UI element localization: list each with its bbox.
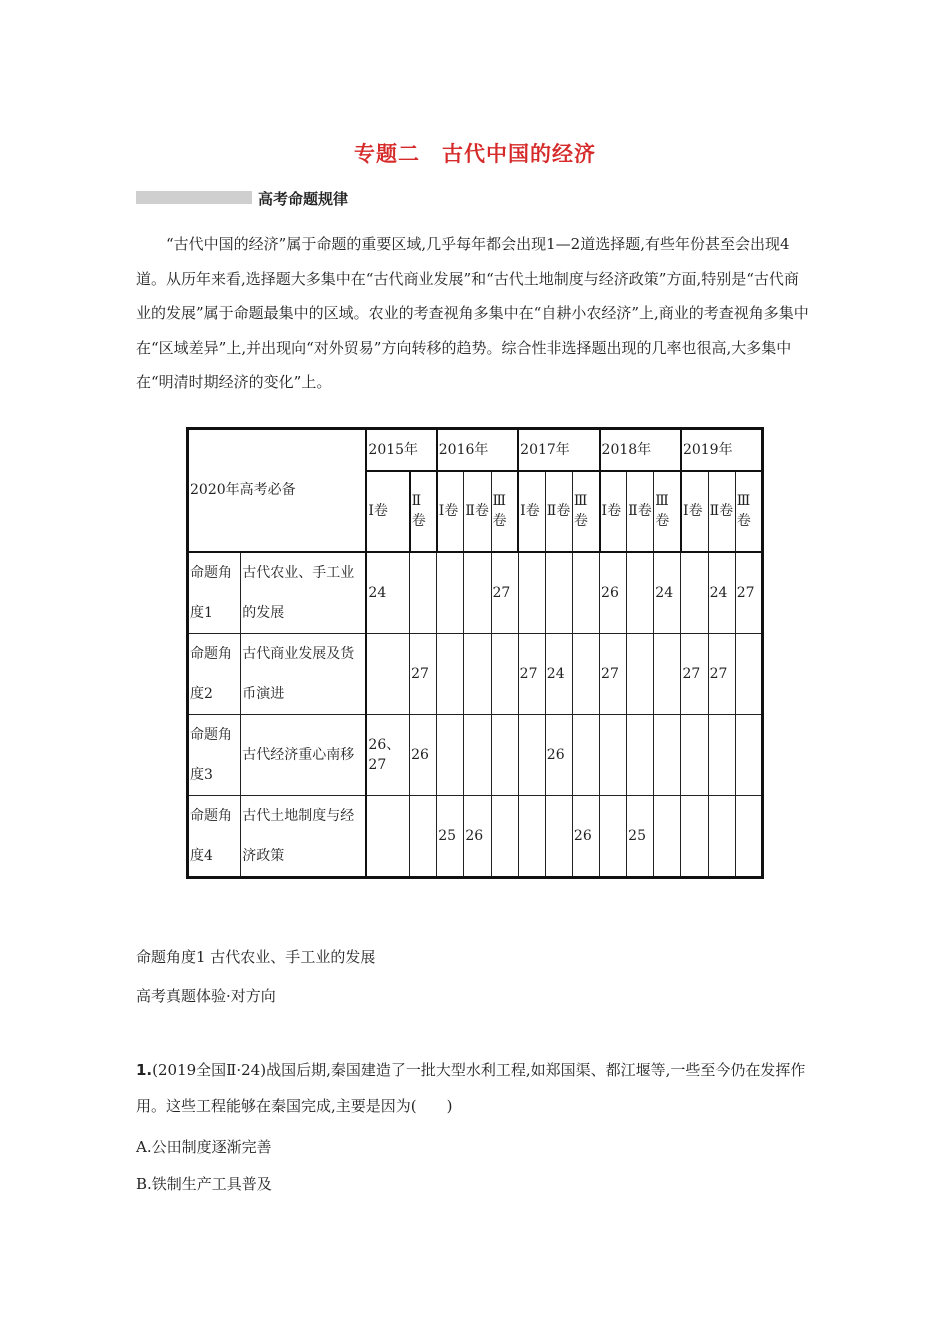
data-cell: [681, 795, 708, 877]
angle-cell: 命题角度1: [188, 552, 241, 634]
data-cell: [572, 714, 599, 795]
data-cell: 24: [545, 633, 572, 714]
question-block: [136, 1052, 812, 1124]
data-cell: [464, 714, 491, 795]
paper-header: Ⅱ卷: [627, 471, 654, 552]
data-cell: [464, 633, 491, 714]
subheading-angle: 命题角度1 古代农业、手工业的发展: [136, 948, 376, 966]
data-cell: 25: [627, 795, 654, 877]
year-header: 2015年: [366, 429, 436, 471]
data-cell: [491, 795, 518, 877]
paper-header: Ⅰ卷: [681, 471, 708, 552]
data-cell: [735, 795, 762, 877]
data-cell: [410, 795, 437, 877]
data-cell: [464, 552, 491, 634]
data-cell: [735, 714, 762, 795]
data-cell: [627, 714, 654, 795]
data-cell: [518, 552, 545, 634]
question-number: 1.: [136, 1061, 153, 1079]
paper-header: Ⅰ卷: [366, 471, 409, 552]
data-cell: 26: [410, 714, 437, 795]
data-cell: [437, 714, 464, 795]
data-cell: [600, 795, 627, 877]
data-cell: [627, 552, 654, 634]
option-a: A.公田制度逐渐完善: [136, 1138, 272, 1156]
topic-cell: 古代经济重心南移: [241, 714, 367, 795]
data-cell: 27: [518, 633, 545, 714]
data-cell: [491, 633, 518, 714]
paper-header: Ⅰ卷: [518, 471, 545, 552]
topic-cell: 古代农业、手工业的发展: [241, 552, 367, 634]
data-cell: [366, 795, 409, 877]
table-row: [188, 714, 763, 795]
topic-cell: 古代土地制度与经济政策: [241, 795, 367, 877]
data-cell: [518, 714, 545, 795]
data-cell: 27: [410, 633, 437, 714]
data-cell: [708, 714, 735, 795]
question-stem: [136, 1052, 812, 1124]
data-cell: [437, 552, 464, 634]
data-cell: 24: [366, 552, 409, 634]
section-heading: 高考命题规律: [258, 190, 349, 208]
paper-header: Ⅰ卷: [600, 471, 627, 552]
table-row: [188, 633, 763, 714]
data-cell: 26: [545, 714, 572, 795]
paper-header: Ⅲ卷: [735, 471, 762, 552]
question-text: (2019全国Ⅱ·24)战国后期,秦国建造了一批大型水利工程,如郑国渠、都江堰等,一些至今仍在发挥作用。这些工程能够在秦国完成,主要是因为( ): [136, 1061, 806, 1115]
data-cell: [518, 795, 545, 877]
data-cell: [572, 552, 599, 634]
data-cell: [545, 795, 572, 877]
data-cell: 27: [735, 552, 762, 634]
data-cell: 26: [600, 552, 627, 634]
option-b: B.铁制生产工具普及: [136, 1175, 272, 1193]
data-cell: [735, 633, 762, 714]
paper-header: Ⅲ卷: [572, 471, 599, 552]
data-cell: [654, 714, 681, 795]
data-cell: [437, 633, 464, 714]
page-title: 专题二 古代中国的经济: [354, 142, 596, 166]
year-header: 2019年: [681, 429, 763, 471]
table-row: [188, 795, 763, 877]
year-header: 2018年: [600, 429, 681, 471]
data-cell: [545, 552, 572, 634]
data-cell: [600, 714, 627, 795]
data-cell: [410, 552, 437, 634]
year-header: 2017年: [518, 429, 599, 471]
data-cell: [654, 795, 681, 877]
data-cell: [627, 633, 654, 714]
section-bar: [136, 191, 252, 204]
year-header: 2016年: [437, 429, 518, 471]
paper-header: Ⅲ卷: [491, 471, 518, 552]
paper-header: Ⅱ卷: [708, 471, 735, 552]
data-cell: 27: [708, 633, 735, 714]
intro-paragraph: [136, 227, 812, 400]
exam-statistics-table: [186, 427, 764, 879]
data-cell: [681, 714, 708, 795]
data-cell: 26、27: [366, 714, 409, 795]
data-cell: 24: [708, 552, 735, 634]
data-cell: 24: [654, 552, 681, 634]
data-cell: 27: [681, 633, 708, 714]
data-cell: 27: [491, 552, 518, 634]
data-cell: 26: [464, 795, 491, 877]
paper-header: Ⅰ卷: [437, 471, 464, 552]
paper-header: Ⅱ卷: [464, 471, 491, 552]
angle-cell: 命题角度2: [188, 633, 241, 714]
data-cell: [681, 552, 708, 634]
paper-header: Ⅱ卷: [545, 471, 572, 552]
intro-text: “古代中国的经济”属于命题的重要区域,几乎每年都会出现1—2道选择题,有些年份甚至会出现4道。从历年来看,选择题大多集中在“古代商业发展”和“古代土地制度与经济政策”方面,特别是“古代商业的发展”属于命题最集中的区域。农业的考查视角多集中在“自耕小农经济”上,商业的考查视角多集中在“区域差异”上,并出现向“对外贸易”方向转移的趋势。综合性非选择题出现的几率也很高,大多集中在“明清时期经济的变化”上。: [136, 235, 809, 391]
subheading-practice: 高考真题体验·对方向: [136, 987, 276, 1005]
data-cell: 25: [437, 795, 464, 877]
angle-cell: 命题角度3: [188, 714, 241, 795]
data-cell: [654, 633, 681, 714]
angle-cell: 命题角度4: [188, 795, 241, 877]
table-row: [188, 552, 763, 634]
data-cell: 26: [572, 795, 599, 877]
data-cell: [366, 633, 409, 714]
paper-header: Ⅱ卷: [410, 471, 437, 552]
data-cell: [708, 795, 735, 877]
topic-cell: 古代商业发展及货币演进: [241, 633, 367, 714]
table-corner-cell: 2020年高考必备: [188, 429, 367, 552]
data-cell: 27: [600, 633, 627, 714]
data-cell: [572, 633, 599, 714]
data-cell: [491, 714, 518, 795]
paper-header: Ⅲ卷: [654, 471, 681, 552]
